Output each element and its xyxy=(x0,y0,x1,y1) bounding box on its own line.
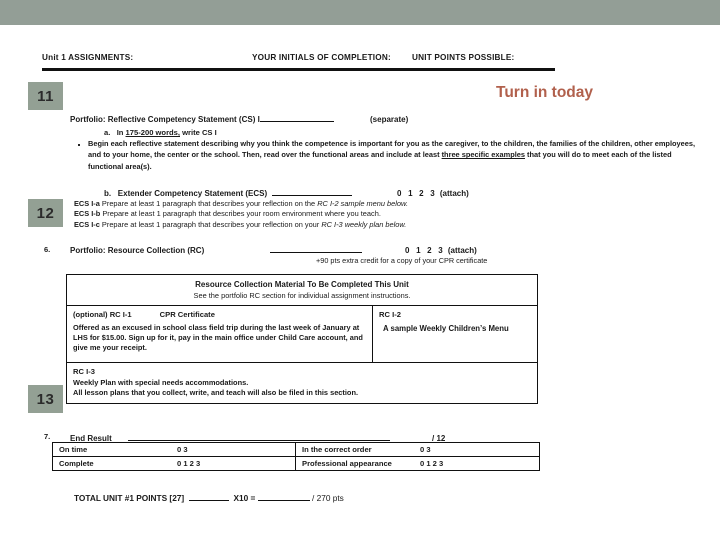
slide-number-badge-12[interactable]: 12 xyxy=(28,199,63,227)
total-points-prefix: TOTAL UNIT #1 POINTS [27] xyxy=(74,493,185,503)
rc-attach-note: (attach) xyxy=(447,246,477,255)
grade-row-1 xyxy=(53,443,539,457)
cs1-sub-a xyxy=(104,128,217,137)
ecs-title: Extender Competency Statement (ECS) xyxy=(117,189,268,198)
ecs-label xyxy=(104,189,272,198)
grade-scale-on-time: 0 3 xyxy=(177,445,188,454)
rc3-line-2: All lesson plans that you collect, write, and teach will also be filed in this section. xyxy=(73,387,359,397)
rc-extra-credit-note: +90 pts extra credit for a copy of your CPR certificate xyxy=(316,256,488,265)
cs1-bullet-text-2: that you will do to meet each of the listed functional area(s). xyxy=(88,150,672,171)
rc2-id: RC I-2 xyxy=(379,310,401,319)
end-result-grade-table xyxy=(52,442,540,471)
assignment-row-rc xyxy=(70,244,520,255)
rc-cell-rc2 xyxy=(373,306,537,362)
ecs-line-a xyxy=(74,199,408,209)
rc-cell-rc1 xyxy=(67,306,373,362)
total-points-blank-2[interactable] xyxy=(258,491,310,501)
assignment-row-ecs xyxy=(104,187,534,198)
rc-point-scale: 0 1 2 3 xyxy=(405,246,445,255)
top-color-band xyxy=(0,0,720,25)
ecs-line-a-text: Prepare at least 1 paragraph that describes your reflection on the xyxy=(99,199,318,208)
cs1-sub-a-text-2: write CS I xyxy=(180,128,217,137)
grade-row-2 xyxy=(53,457,539,470)
ecs-line-c-text: Prepare at least 1 paragraph that describes your reflection on your xyxy=(99,219,322,229)
grade-cell-professional-appearance xyxy=(296,457,539,470)
ecs-line-a-key: ECS I-a xyxy=(74,199,100,208)
ecs-line-b-key: ECS I-b xyxy=(74,209,101,219)
ecs-attach-note: (attach) xyxy=(439,189,469,198)
grade-cell-correct-order xyxy=(296,443,539,456)
ecs-line-b-text: Prepare at least 1 paragraph that describes your room environment where you teach. xyxy=(100,209,381,219)
ecs-line-c xyxy=(74,220,408,230)
end-result-label: End Result xyxy=(70,434,112,443)
header-assignments: Unit 1 ASSIGNMENTS: xyxy=(42,53,134,62)
rc1-id: (optional) RC I-1 xyxy=(73,310,132,319)
rc-cell-rc3 xyxy=(67,363,537,403)
ecs-line-c-italic: RC I-3 weekly plan below. xyxy=(321,219,407,229)
rc3-line-1: Weekly Plan with special needs accommodations. xyxy=(73,377,249,387)
rc3-id: RC I-3 xyxy=(73,366,95,376)
document-header-row xyxy=(42,53,554,62)
total-points-multiplier: X10 = xyxy=(233,493,256,503)
rc-initials-blank[interactable] xyxy=(270,244,405,255)
ecs-point-scale: 0 1 2 3 xyxy=(397,189,437,198)
total-points-blank-1[interactable] xyxy=(189,491,229,501)
ecs-requirement-list xyxy=(74,199,408,230)
assignment-row-cs1 xyxy=(70,113,490,124)
ecs-line-b xyxy=(74,209,408,219)
item-6-number: 6. xyxy=(44,245,51,254)
rc-table-header xyxy=(67,275,537,306)
bullet-marker-icon xyxy=(78,144,80,146)
total-unit-points-line xyxy=(74,491,344,503)
slide-number-badge-11[interactable]: 11 xyxy=(28,82,63,110)
grade-cell-complete xyxy=(53,457,296,470)
header-divider-rule xyxy=(42,68,555,71)
cs1-sub-a-underline: 175-200 words, xyxy=(125,128,180,137)
item-7-number: 7. xyxy=(44,432,51,441)
grade-label-complete: Complete xyxy=(59,459,94,468)
ecs-initials-blank[interactable] xyxy=(272,187,397,198)
cs1-sub-a-prefix: a. xyxy=(104,128,111,137)
grade-label-correct-order: In the correct order xyxy=(302,445,372,454)
rc-table-title: Resource Collection Material To Be Completed This Unit xyxy=(195,280,409,289)
rc-table-body xyxy=(67,306,537,363)
rc1-description: Offered as an excused in school class field trip during the last week of January at LHS for $15.00. Sign up for it, pay in the main office under Child Care account, and give me your receipt. xyxy=(73,323,363,353)
end-result-total: / 12 xyxy=(432,434,446,443)
ecs-line-c-key: ECS I-c xyxy=(74,219,100,229)
slide-number-badge-13[interactable]: 13 xyxy=(28,385,63,413)
grade-scale-professional-appearance: 0 1 2 3 xyxy=(420,459,444,468)
cs1-sub-a-text-1: In xyxy=(116,128,126,137)
grade-label-professional-appearance: Professional appearance xyxy=(302,459,392,468)
cs1-initials-blank[interactable] xyxy=(260,113,370,124)
cs1-label: Portfolio: Reflective Competency Statement (CS) I xyxy=(70,115,260,124)
cs1-bullet-text-1: Begin each reflective statement describing why you think the competence is important for you as the caregiver, to the children, the families of the children, other employees, and to your home, the center or the school. Then, read over the functional areas and include at least xyxy=(88,139,696,160)
grade-scale-complete: 0 1 2 3 xyxy=(177,459,201,468)
resource-collection-table xyxy=(66,274,538,404)
ecs-line-a-italic: RC I-2 sample menu below. xyxy=(317,199,408,208)
grade-label-on-time: On time xyxy=(59,445,88,454)
header-initials: YOUR INITIALS OF COMPLETION: xyxy=(252,53,391,62)
rc-label: Portfolio: Resource Collection (RC) xyxy=(70,246,205,255)
grade-scale-correct-order: 0 3 xyxy=(420,445,431,454)
header-points: UNIT POINTS POSSIBLE: xyxy=(412,53,515,62)
document-sheet xyxy=(0,25,720,540)
ecs-prefix: b. xyxy=(104,189,112,198)
cs1-separate-note: (separate) xyxy=(370,115,409,124)
cs1-bullet-underline: three specific examples xyxy=(441,150,525,160)
cs1-bullet-paragraph xyxy=(88,138,708,172)
rc1-id-row xyxy=(73,310,366,319)
rc1-title: CPR Certificate xyxy=(159,310,215,319)
total-points-suffix: / 270 pts xyxy=(311,493,344,503)
rc-table-subtitle: See the portfolio RC section for individual assignment instructions. xyxy=(193,291,411,300)
grade-cell-on-time xyxy=(53,443,296,456)
rc2-description: A sample Weekly Children’s Menu xyxy=(383,324,509,333)
turn-in-today-annotation: Turn in today xyxy=(496,84,594,101)
